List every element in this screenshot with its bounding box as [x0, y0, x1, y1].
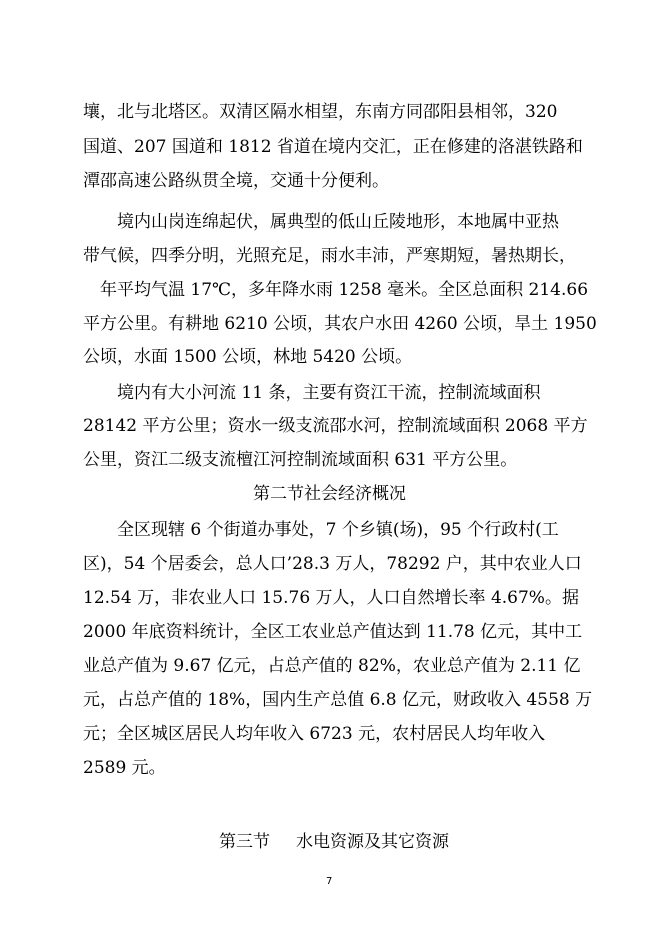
section-3-number: 第三节 [219, 832, 270, 852]
paragraph-2-line-3: 年平均气温 17℃，多年降水雨 1258 毫米。全区总面积 214.66 [100, 280, 589, 300]
paragraph-4-line-1: 全区现辖 6 个街道办事处，7 个乡镇(场)，95 个行政村(工 [117, 520, 559, 540]
paragraph-2-line-5: 公顷，水面 1500 公顷，林地 5420 公顷。 [83, 347, 413, 367]
paragraph-3-line-1: 境内有大小河流 11 条，主要有资江干流，控制流域面积 [117, 383, 541, 403]
paragraph-3-line-3: 公里，资江二级支流檀江河控制流域面积 631 平方公里。 [83, 450, 518, 470]
paragraph-4-line-8: 2589 元。 [83, 758, 166, 778]
paragraph-1-line-1: 壤，北与北塔区。双清区隔水相望，东南方同邵阳县相邻，320 [83, 102, 558, 122]
paragraph-4-line-3: 12.54 万，非农业人口 15.76 万人，人口自然增长率 4.67%。据 [83, 588, 579, 608]
page-number: 7 [326, 876, 333, 887]
section-3-title: 水电资源及其它资源 [296, 832, 449, 852]
paragraph-2-line-1: 境内山岗连绵起伏，属典型的低山丘陵地形，本地属中亚热 [117, 212, 559, 232]
paragraph-4-line-4: 2000 年底资料统计，全区工农业总产值达到 11.78 亿元，其中工 [83, 622, 583, 642]
paragraph-1-line-2: 国道、207 国道和 1812 省道在境内交汇，正在修建的洛湛铁路和 [83, 137, 583, 157]
paragraph-4-line-2: 区)，54 个居委会，总人口’28.3 万人，78292 户，其中农业人口 [83, 554, 582, 574]
section-2-heading: 第二节社会经济概况 [253, 484, 406, 504]
paragraph-4-line-6: 元，占总产值的 18%，国内生产总值 6.8 亿元，财政收入 4558 万 [83, 690, 593, 710]
section-3-heading [219, 831, 449, 853]
paragraph-4-line-7: 元；全区城区居民人均年收入 6723 元，农村居民人均年收入 [83, 724, 546, 744]
paragraph-2-line-2: 带气候，四季分明，光照充足，雨水丰沛，严寒期短，暑热期长， [83, 246, 576, 266]
paragraph-3-line-2: 28142 平方公里；资水一级支流邵水河，控制流域面积 2068 平方 [83, 416, 588, 436]
paragraph-4-line-5: 业总产值为 9.67 亿元，占总产值的 82%，农业总产值为 2.11 亿 [83, 656, 581, 676]
paragraph-1-line-3: 潭邵高速公路纵贯全境，交通十分便利。 [83, 171, 389, 191]
paragraph-2-line-4: 平方公里。有耕地 6210 公顷，其农户水田 4260 公顷，旱土 1950 [83, 314, 597, 334]
